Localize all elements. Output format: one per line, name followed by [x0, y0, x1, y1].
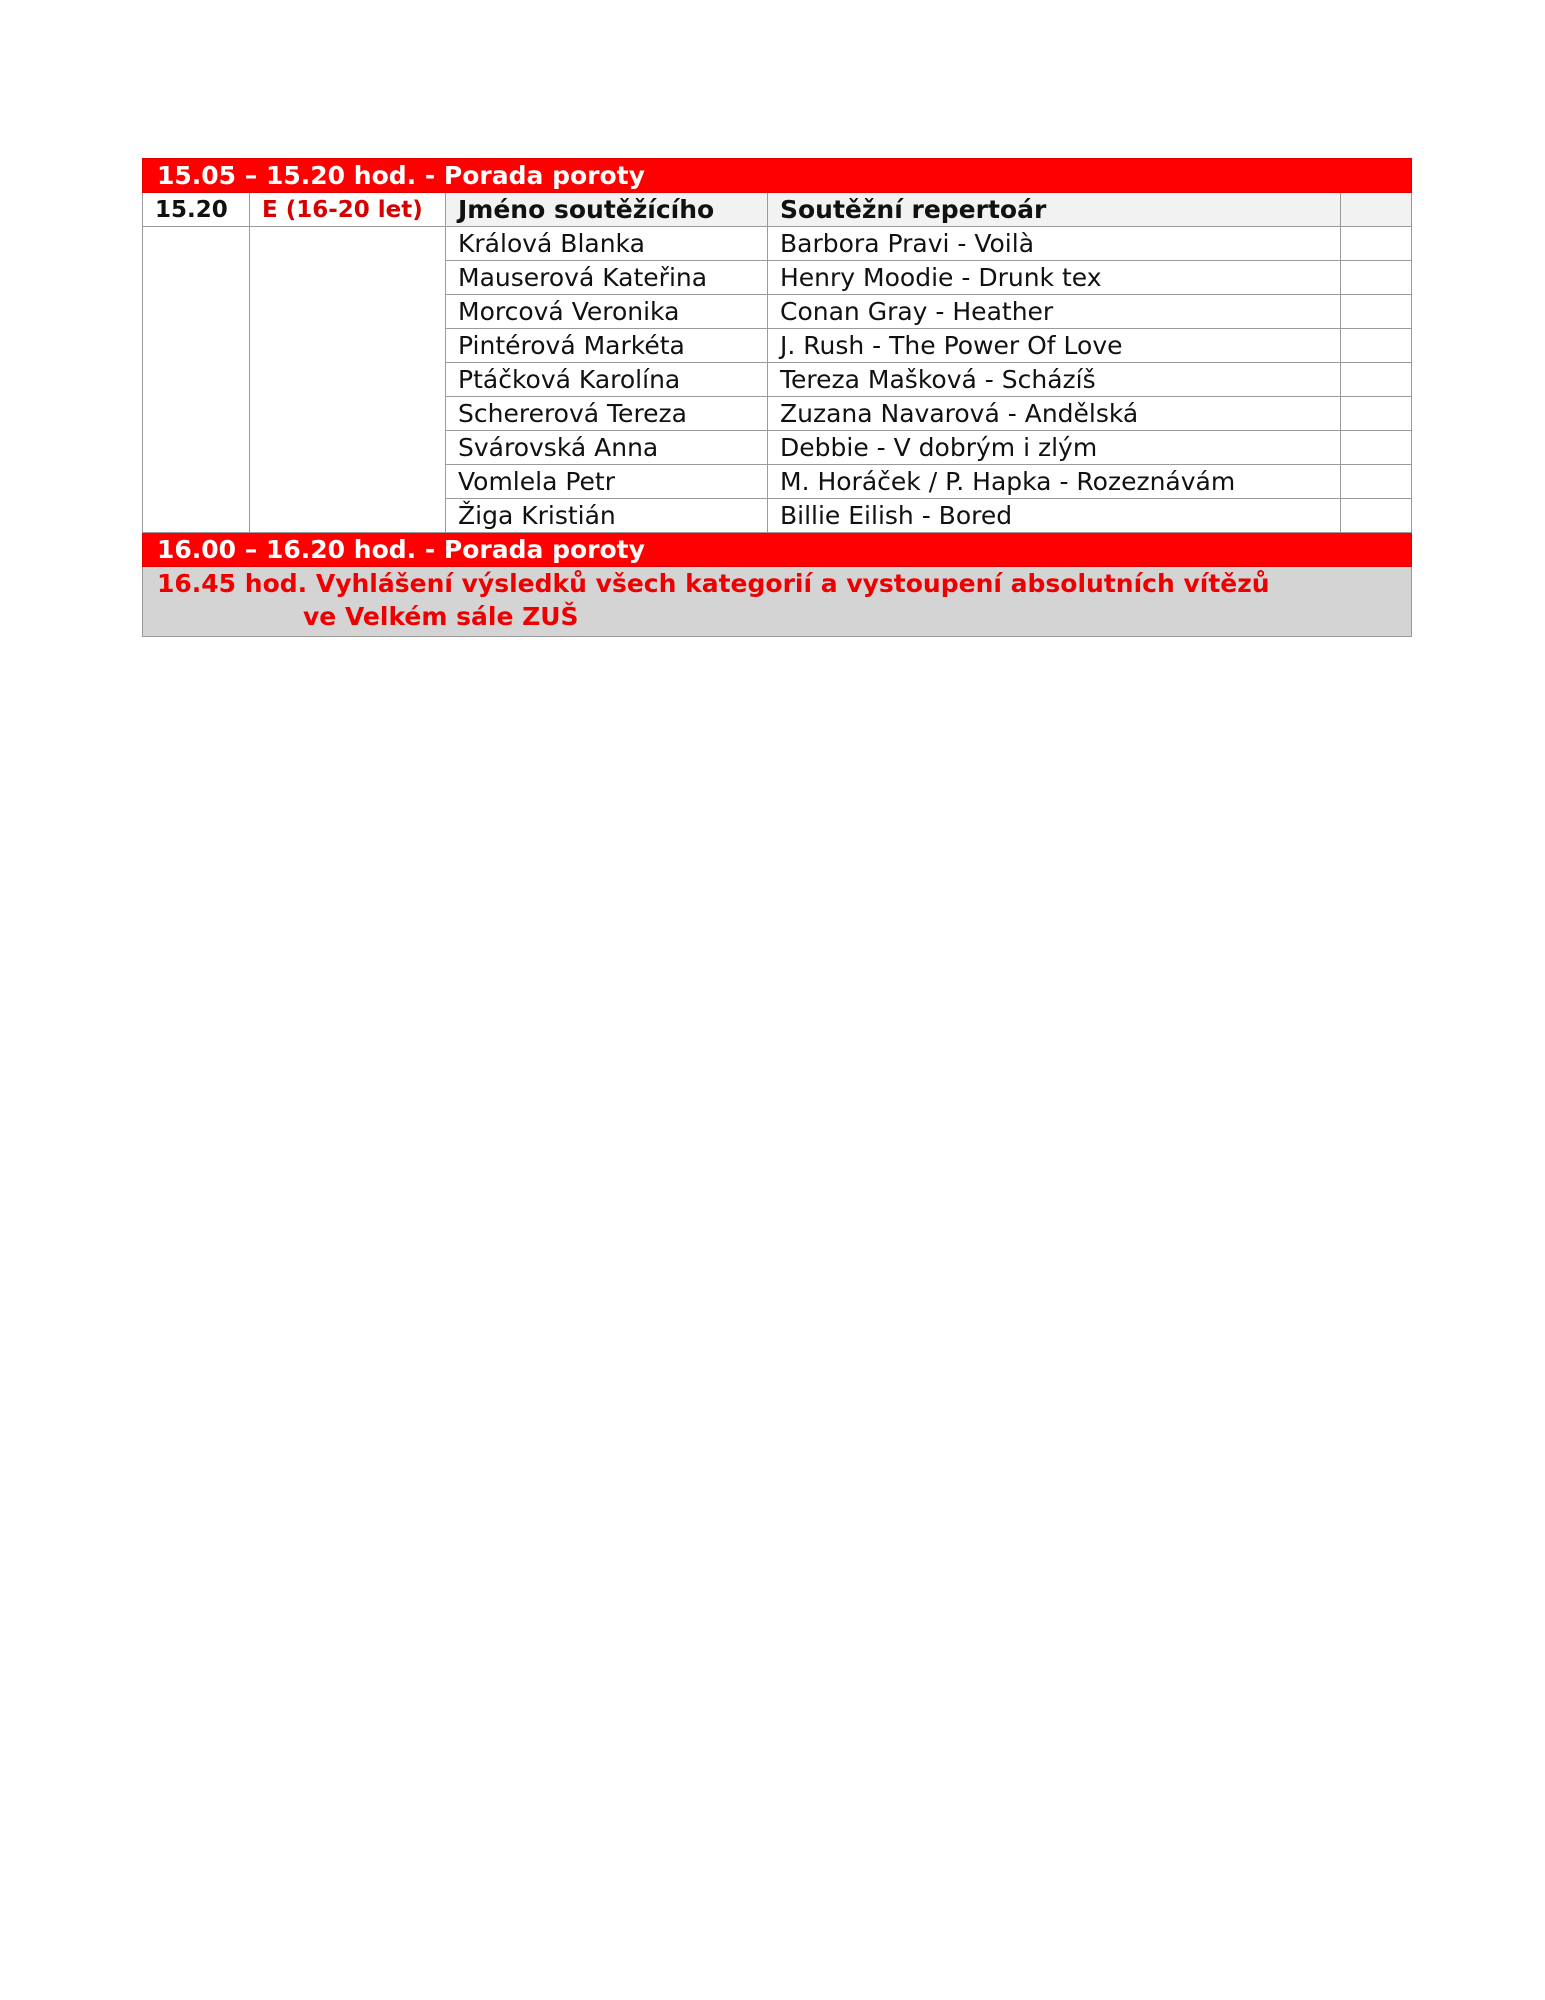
schedule-table: [142, 158, 1412, 637]
jury-break-text-2: 16.00 – 16.20 hod. - Porada poroty: [143, 533, 1412, 567]
jury-break-bar-1: [143, 159, 1412, 193]
contestant-name: Mauserová Kateřina: [446, 261, 768, 295]
extra-cell: [1341, 431, 1412, 465]
extra-column-header: [1341, 193, 1412, 227]
contestant-name: Žiga Kristián: [446, 499, 768, 533]
block-time: 15.20: [143, 193, 250, 227]
extra-cell: [1341, 363, 1412, 397]
jury-break-bar-2: [143, 533, 1412, 567]
closing-line-2: ve Velkém sále ZUŠ: [303, 602, 579, 631]
contestant-name: Morcová Veronika: [446, 295, 768, 329]
contestant-name: Pintérová Markéta: [446, 329, 768, 363]
extra-cell: [1341, 227, 1412, 261]
contestant-name: Schererová Tereza: [446, 397, 768, 431]
contestant-repertoire: Billie Eilish - Bored: [768, 499, 1341, 533]
contestant-repertoire: Henry Moodie - Drunk tex: [768, 261, 1341, 295]
time-column-blank: [143, 227, 250, 533]
contestant-repertoire: Barbora Pravi - Voilà: [768, 227, 1341, 261]
extra-cell: [1341, 261, 1412, 295]
block-category: E (16-20 let): [250, 193, 446, 227]
extra-cell: [1341, 397, 1412, 431]
repertoire-column-header: Soutěžní repertoár: [768, 193, 1341, 227]
contestant-repertoire: Conan Gray - Heather: [768, 295, 1341, 329]
contestant-name: Vomlela Petr: [446, 465, 768, 499]
closing-announcement: [143, 567, 1412, 637]
contestant-name: Svárovská Anna: [446, 431, 768, 465]
jury-break-text-1: 15.05 – 15.20 hod. - Porada poroty: [143, 159, 1412, 193]
contestant-name: Ptáčková Karolína: [446, 363, 768, 397]
closing-line-1: 16.45 hod. Vyhlášení výsledků všech kategorií a vystoupení absolutních vítězů: [157, 569, 1270, 598]
contestant-repertoire: Tereza Mašková - Scházíš: [768, 363, 1341, 397]
contestant-repertoire: M. Horáček / P. Hapka - Rozeznávám: [768, 465, 1341, 499]
contestant-repertoire: J. Rush - The Power Of Love: [768, 329, 1341, 363]
extra-cell: [1341, 295, 1412, 329]
category-header-row: [143, 193, 1412, 227]
extra-cell: [1341, 499, 1412, 533]
extra-cell: [1341, 329, 1412, 363]
closing-announcement-row: [143, 567, 1412, 637]
contestant-repertoire: Debbie - V dobrým i zlým: [768, 431, 1341, 465]
extra-cell: [1341, 465, 1412, 499]
contestant-name: Králová Blanka: [446, 227, 768, 261]
contestant-repertoire: Zuzana Navarová - Andělská: [768, 397, 1341, 431]
category-column-blank: [250, 227, 446, 533]
name-column-header: Jméno soutěžícího: [446, 193, 768, 227]
table-row: [143, 227, 1412, 261]
